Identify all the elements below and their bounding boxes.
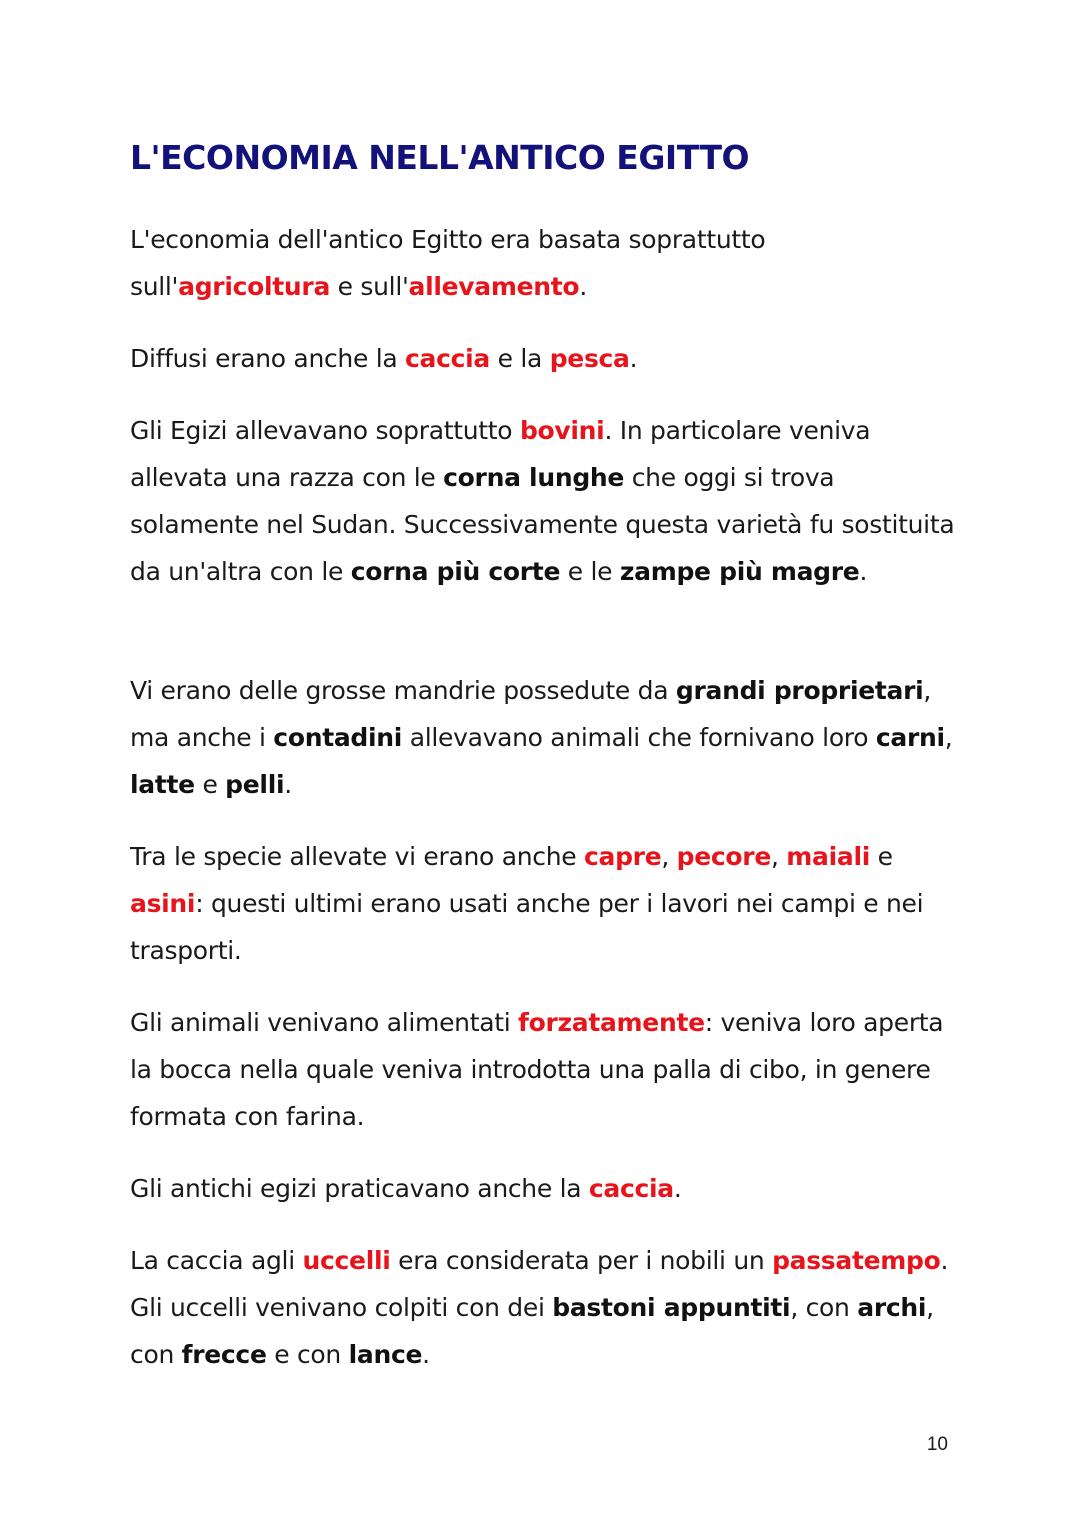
text-run: , [771,842,787,871]
text-run: e la [490,344,550,373]
text-run: , con [790,1293,858,1322]
text-run: Vi erano delle grosse mandrie possedute da [130,676,676,705]
text-run: . [284,770,292,799]
bold-term: zampe più magre [619,557,860,586]
text-run: L'economia dell'antico Egitto era basata soprattutto sull' [130,225,766,301]
highlighted-term: caccia [588,1174,674,1203]
highlighted-term: pesca [549,344,630,373]
bold-term: pelli [225,770,285,799]
text-run: e [870,842,893,871]
paragraph-economy-basis [130,216,960,310]
paragraph-hunting-fishing [130,335,960,382]
bold-term: corna lunghe [443,463,625,492]
text-run: , con [130,1293,934,1369]
text-run: : veniva loro aperta la bocca nella quale veniva introdotta una palla di cibo, in genere formata con farina. [130,1008,944,1131]
text-run: . [629,344,638,373]
highlighted-term: agricoltura [178,272,331,301]
text-run: . [673,1174,682,1203]
page-number: 10 [926,1434,948,1455]
highlighted-term: uccelli [302,1246,391,1275]
paragraph-herds [130,667,960,808]
text-run: , [661,842,677,871]
text-run: : questi ultimi erano usati anche per i lavori nei campi e nei trasporti. [130,889,924,965]
page-title: L'ECONOMIA NELL'ANTICO EGITTO [130,138,750,177]
bold-term: corna più corte [350,557,561,586]
text-run: Gli Egizi allevavano soprattutto [130,416,520,445]
paragraph-hunting [130,1165,960,1212]
text-run: era considerata per i nobili un [390,1246,773,1275]
text-run: . Gli uccelli venivano colpiti con dei [130,1246,949,1322]
highlighted-term: caccia [405,344,490,373]
text-run: e le [560,557,620,586]
bold-term: lance [348,1340,423,1369]
text-run: che oggi si trova solamente nel Sudan. Successivamente questa varietà fu sostituita da un'altra con le [130,463,955,586]
text-run: e [194,770,226,799]
bold-term: frecce [181,1340,267,1369]
text-run: Gli animali venivano alimentati [130,1008,519,1037]
highlighted-term: bovini [519,416,605,445]
text-run: . In particolare veniva allevata una razza con le [130,416,871,492]
bold-term: grandi proprietari [675,676,924,705]
text-run: Tra le specie allevate vi erano anche [130,842,584,871]
text-run: . [579,272,587,301]
bold-term: archi [857,1293,927,1322]
highlighted-term: passatempo [772,1246,941,1275]
highlighted-term: forzatamente [518,1008,705,1037]
text-run: Gli antichi egizi praticavano anche la [130,1174,589,1203]
highlighted-term: asini [130,889,196,918]
bold-term: latte [130,770,195,799]
paragraph-bird-hunting [130,1237,960,1378]
paragraph-feeding [130,999,960,1140]
text-run: e con [266,1340,349,1369]
highlighted-term: allevamento [408,272,580,301]
text-run: , ma anche i [130,676,932,752]
bold-term: contadini [273,723,403,752]
text-run: allevavano animali che fornivano loro [402,723,876,752]
bold-term: carni [875,723,945,752]
highlighted-term: pecore [676,842,771,871]
text-run: e sull' [330,272,409,301]
text-run: Diffusi erano anche la [130,344,406,373]
highlighted-term: maiali [786,842,870,871]
highlighted-term: capre [583,842,662,871]
bold-term: bastoni appuntiti [552,1293,791,1322]
text-run: . [859,557,868,586]
text-run: . [422,1340,430,1369]
paragraph-species [130,833,960,974]
text-run: La caccia agli [130,1246,303,1275]
text-run: , [944,723,953,752]
paragraph-cattle [130,407,960,595]
